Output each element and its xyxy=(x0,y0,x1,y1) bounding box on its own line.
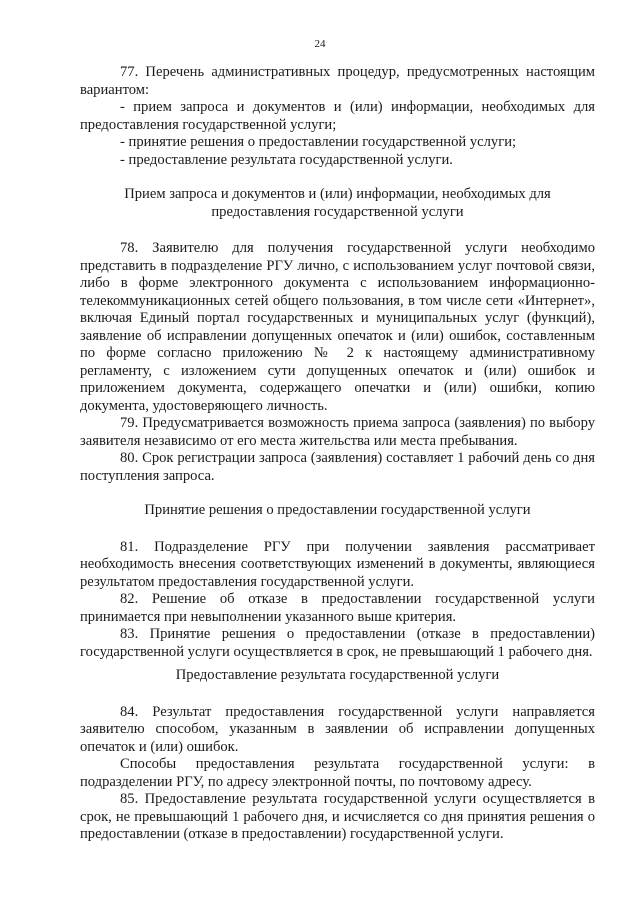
spacer xyxy=(80,685,595,704)
paragraph-78: 78. Заявителю для получения государственной услуги необходимо представить в подразделение РГУ лично, с использованием услуг почтовой связи, либо в форме электронного документа с использованием информационно-телекоммуникационных сетей общего пользования, в том числе сети «Интернет», включая Единый портал государственных и муниципальных услуг (функций), заявление об исправлении допущенных опечаток и (или) ошибок, составленным по форме согласно приложению № 2 к настоящему административному регламенту, с изложением сути допущенных опечаток и (или) ошибок и приложением документа, содержащего опечатки и (или) ошибки, копию документа, удостоверяющего личность. xyxy=(80,240,595,414)
paragraph-85: 85. Предоставление результата государственной услуги осуществляется в срок, не превышающий 1 рабочего дня, и исчисляется со дня принятия решения о предоставлении (отказе в предоставлении) государственной услуги. xyxy=(80,791,595,842)
page-number: 24 xyxy=(314,38,326,50)
list-item-result: - предоставление результата государственной услуги. xyxy=(120,151,453,168)
section-heading-result: Предоставление результата государственной услуги xyxy=(175,667,500,683)
spacer xyxy=(80,485,595,502)
paragraph-82: 82. Решение об отказе в предоставлении государственной услуги принимается при невыполнении указанного выше критерия. xyxy=(80,591,595,625)
spacer xyxy=(80,169,595,186)
paragraph-83: 83. Принятие решения о предоставлении (отказе в предоставлении) государственной услуги осуществляется в срок, не превышающий 1 рабочего дня. xyxy=(80,626,595,660)
list-item-receipt: - прием запроса и документов и (или) информации, необходимых для предоставления государственной услуги; xyxy=(80,99,595,133)
paragraph-79: 79. Предусматривается возможность приема запроса (заявления) по выбору заявителя независимо от его места жительства или места пребывания. xyxy=(80,415,595,449)
paragraph-methods: Способы предоставления результата государственной услуги: в подразделении РГУ, по адресу электронной почты, по почтовому адресу. xyxy=(80,756,595,790)
document-body xyxy=(80,64,595,844)
paragraph-77: 77. Перечень административных процедур, предусмотренных настоящим вариантом: xyxy=(80,64,595,98)
spacer xyxy=(80,520,595,539)
section-heading-decision: Принятие решения о предоставлении государственной услуги xyxy=(144,502,531,518)
section-heading-receipt: Прием запроса и документов и (или) информации, необходимых для предоставления государственной услуги xyxy=(124,186,551,220)
paragraph-80: 80. Срок регистрации запроса (заявления) составляет 1 рабочий день со дня поступления запроса. xyxy=(80,450,595,484)
spacer xyxy=(80,221,595,240)
paragraph-81: 81. Подразделение РГУ при получении заявления рассматривает необходимость внесения соответствующих изменений в документы, являющиеся результатом предоставления государственной услуги. xyxy=(80,538,595,590)
list-item-decision: - принятие решения о предоставлении государственной услуги; xyxy=(120,134,517,150)
paragraph-84: 84. Результат предоставления государственной услуги направляется заявителю способом, указанным в заявлении об исправлении допущенных опечаток и (или) ошибок. xyxy=(80,703,595,755)
